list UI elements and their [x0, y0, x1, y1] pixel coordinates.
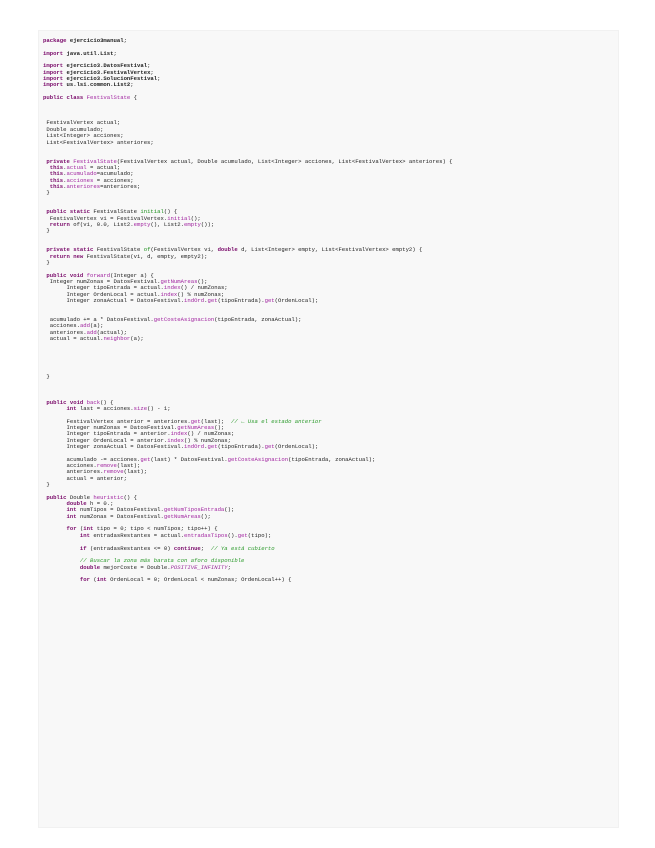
- code-token: acciones: [66, 176, 94, 184]
- code-token: }: [43, 259, 50, 267]
- code-token: anteriores.: [43, 328, 87, 336]
- code-token: import: [43, 68, 67, 76]
- code-token: (actual);: [96, 328, 127, 336]
- code-token: public void: [43, 398, 87, 406]
- code-token: (Integer a) {: [110, 271, 154, 279]
- code-token: anteriores.: [43, 468, 104, 476]
- code-token: this: [43, 170, 64, 178]
- code-token: private: [43, 157, 74, 165]
- code-token: ;: [150, 68, 154, 76]
- code-token: ();: [197, 278, 208, 286]
- code-token: POSITIVE_INFINITY: [170, 563, 228, 571]
- code-token: numZonas = DatosFestival.: [79, 512, 164, 520]
- code-token: (OrdenLocal);: [274, 443, 319, 450]
- code-token: actual = anterior;: [43, 474, 127, 482]
- code-token: ;: [113, 49, 117, 57]
- code-token: (tipo);: [247, 531, 272, 539]
- code-token: =anteriores;: [100, 182, 141, 190]
- code-token: (last);: [116, 462, 141, 470]
- code-token: getNumTiposEntrada: [163, 506, 225, 514]
- code-token: (FestivalVertex vi,: [150, 246, 218, 254]
- code-token: h = 0.;: [90, 500, 114, 508]
- code-token: // Ya está cubierto: [210, 544, 275, 552]
- code-token: List<Integer> acciones;: [43, 132, 124, 140]
- code-token: d, List<Integer> empty, List<FestivalVertex> empty2) {: [237, 246, 423, 254]
- code-token: }: [43, 189, 50, 197]
- code-token: double: [217, 246, 238, 254]
- code-token: forward: [86, 271, 111, 279]
- code-token: public void: [43, 271, 87, 279]
- code-token: entradasTipos: [184, 531, 228, 539]
- code-token: double: [43, 500, 90, 508]
- code-token: Integer zonaActual = DatosFestival.: [43, 443, 184, 450]
- code-token: Double acumulado;: [43, 125, 104, 133]
- code-token: index: [163, 284, 181, 292]
- code-token: FestivalState: [93, 208, 141, 216]
- code-token: acumulado: [66, 170, 97, 178]
- code-token: index: [170, 430, 188, 438]
- code-token: ;: [147, 62, 151, 70]
- code-token: get: [190, 417, 201, 425]
- code-token: entradasRestantes = actual.: [93, 531, 184, 539]
- code-token: index: [160, 290, 178, 298]
- code-token: int: [83, 525, 97, 533]
- code-token: .: [63, 170, 67, 178]
- code-token: java.util.List: [66, 49, 114, 57]
- code-token: this: [43, 163, 64, 171]
- code-token: ejercicio3manual: [69, 37, 124, 44]
- code-token: (OrdenLocal);: [274, 297, 319, 305]
- code-token: int: [96, 576, 111, 584]
- code-token: ejercicio3.SolucionFestival: [66, 75, 158, 83]
- code-token: Double: [69, 493, 94, 501]
- code-token: import: [43, 75, 67, 83]
- code-token: ejercicio3.DatosFestival: [66, 62, 148, 70]
- code-token: initial: [140, 208, 164, 216]
- code-token: () / numZonas;: [180, 284, 228, 292]
- code-token: getCosteAsignacion: [227, 455, 289, 463]
- code-line: [43, 577, 613, 583]
- code-token: remove: [96, 462, 117, 470]
- code-token: public class: [43, 94, 87, 102]
- code-token: this: [43, 182, 64, 190]
- code-token: get: [207, 297, 218, 305]
- code-block: [43, 38, 613, 584]
- code-token: us.lsi.common.List2: [66, 81, 131, 89]
- code-token: FestivalState(vi, d, empty, empty2);: [86, 252, 208, 260]
- code-token: ;: [130, 81, 134, 89]
- code-token: add: [86, 328, 97, 336]
- code-token: ();: [224, 506, 235, 514]
- code-token: int: [43, 512, 80, 520]
- code-token: Integer zonaActual = DatosFestival.: [43, 297, 184, 305]
- code-token: .: [63, 176, 67, 184]
- code-token: numTipos = DatosFestival.: [79, 506, 164, 514]
- code-token: get: [140, 455, 151, 463]
- code-token: for: [43, 576, 94, 584]
- code-token: Integer tipoEntrada = anterior.: [43, 430, 171, 438]
- code-token: = acciones;: [93, 176, 134, 184]
- code-token: FestivalState: [86, 94, 131, 102]
- code-token: (a);: [130, 335, 144, 343]
- code-token: (tipoEntrada).: [217, 297, 265, 305]
- code-token: anteriores: [66, 182, 101, 190]
- code-token: FestivalVertex actual;: [43, 119, 121, 127]
- code-token: of(vi, 0.0, List2.: [73, 220, 134, 228]
- code-token: Integer tipoEntrada = actual.: [43, 284, 164, 292]
- code-token: ().: [227, 531, 238, 539]
- code-token: get: [237, 531, 248, 539]
- code-token: ;: [227, 563, 232, 571]
- code-token: () {: [123, 493, 138, 501]
- code-token: int: [43, 506, 80, 514]
- code-token: Integer OrdenLocal = anterior.: [43, 436, 168, 444]
- code-token: ejercicio3.FestivalVertex: [66, 68, 151, 76]
- code-token: get: [207, 443, 218, 450]
- code-token: private static: [43, 246, 97, 254]
- code-token: ();: [214, 423, 225, 431]
- code-token: last = acciones.: [79, 404, 134, 412]
- code-token: get: [264, 443, 275, 450]
- code-token: }: [43, 481, 50, 489]
- code-token: indOrd: [184, 443, 205, 450]
- code-token: (FestivalVertex actual, Double acumulado, List<Integer> acciones, List<FestivalVertex> anteriores) {: [116, 157, 453, 165]
- code-token: size: [133, 404, 148, 412]
- code-token: acumulado += a * DatosFestival.: [43, 316, 154, 324]
- code-token: indOrd: [184, 297, 205, 305]
- code-token: ;: [200, 544, 211, 552]
- code-token: empty: [184, 220, 201, 228]
- code-token: (last);: [200, 417, 231, 425]
- code-token: heuristic: [93, 493, 124, 501]
- code-page: [38, 30, 619, 828]
- code-token: (last);: [123, 468, 148, 476]
- code-token: initial: [167, 214, 191, 222]
- code-token: (tipoEntrada, zonaActual);: [214, 316, 302, 324]
- code-token: FestivalVertex vi = FestivalVertex.: [43, 214, 168, 222]
- code-token: empty: [133, 220, 151, 228]
- code-token: neighbor: [103, 335, 131, 343]
- code-token: OrdenLocal = 0; OrdenLocal < numZonas; OrdenLocal++) {: [110, 576, 292, 584]
- code-token: (: [93, 576, 97, 584]
- code-token: tipo = 0; tipo < numTipos; tipo++) {: [96, 525, 218, 533]
- code-token: get: [264, 297, 275, 305]
- code-token: () - 1;: [147, 404, 171, 412]
- code-token: .: [63, 182, 67, 190]
- code-token: actual = actual.: [43, 335, 104, 343]
- code-token: ());: [200, 220, 215, 228]
- code-token: // ← Usa el estado anterior: [231, 417, 322, 425]
- code-token: Integer OrdenLocal = actual.: [43, 290, 161, 298]
- code-token: () % numZonas;: [184, 436, 231, 444]
- code-token: import: [43, 49, 67, 57]
- code-token: () / numZonas;: [187, 430, 235, 438]
- code-token: index: [167, 436, 184, 444]
- code-token: getNumAreas: [177, 423, 215, 431]
- code-token: () {: [163, 208, 178, 216]
- code-token: }: [43, 227, 50, 235]
- code-token: ();: [200, 512, 211, 520]
- code-token: back: [86, 398, 101, 406]
- code-token: ();: [190, 214, 201, 222]
- code-token: int: [43, 404, 80, 412]
- code-token: double: [43, 563, 104, 571]
- code-token: acciones.: [43, 462, 97, 470]
- code-token: acciones.: [43, 322, 80, 330]
- code-token: return: [43, 220, 74, 228]
- code-token: FestivalState: [73, 157, 117, 165]
- code-token: () % numZonas;: [177, 290, 225, 298]
- code-token: Integer numZonas = DatosFestival.: [43, 423, 178, 431]
- code-token: for: [43, 525, 80, 533]
- code-token: .: [204, 297, 208, 305]
- code-token: {: [130, 94, 137, 102]
- code-token: acumulado -= acciones.: [43, 455, 141, 463]
- code-token: (tipoEntrada).: [217, 443, 265, 450]
- code-token: mejorCoste = Double.: [103, 563, 171, 571]
- code-token: getNumAreas: [160, 278, 198, 286]
- code-token: public static: [43, 208, 94, 216]
- code-token: = actual;: [86, 163, 121, 171]
- code-token: (tipoEntrada, zonaActual);: [288, 455, 376, 463]
- code-token: Integer numZonas = DatosFestival.: [43, 278, 161, 286]
- code-token: if: [43, 544, 90, 552]
- code-token: import: [43, 81, 67, 89]
- code-token: return new: [43, 252, 87, 260]
- code-token: actual: [66, 163, 87, 171]
- code-token: (), List2.: [150, 220, 185, 228]
- code-token: int: [43, 531, 94, 539]
- code-token: FestivalVertex anterior = anteriores.: [43, 417, 191, 425]
- code-token: (last) * DatosFestival.: [150, 455, 228, 463]
- code-token: .: [204, 443, 208, 450]
- code-token: }: [43, 373, 50, 381]
- code-token: List<FestivalVertex> anteriores;: [43, 138, 154, 146]
- code-token: // Buscar la zona más barata con aforo disponible: [43, 557, 245, 565]
- code-token: remove: [103, 468, 124, 476]
- code-token: add: [79, 322, 91, 330]
- code-token: =acumulado;: [96, 170, 134, 178]
- code-token: package: [43, 37, 70, 44]
- code-token: (: [79, 525, 84, 533]
- code-token: of: [143, 246, 151, 254]
- code-token: continue: [173, 544, 201, 552]
- code-token: getNumAreas: [163, 512, 201, 520]
- code-token: ;: [157, 75, 161, 83]
- code-token: (entradasRestantes <= 0): [90, 544, 174, 552]
- code-token: (a);: [90, 322, 104, 330]
- code-token: public: [43, 493, 70, 501]
- code-token: ;: [123, 37, 127, 44]
- code-token: .: [63, 163, 67, 171]
- code-token: FestivalState: [96, 246, 144, 254]
- code-token: () {: [100, 398, 114, 406]
- code-token: this: [43, 176, 64, 184]
- code-token: import: [43, 62, 67, 70]
- code-token: getCosteAsignacion: [153, 316, 215, 324]
